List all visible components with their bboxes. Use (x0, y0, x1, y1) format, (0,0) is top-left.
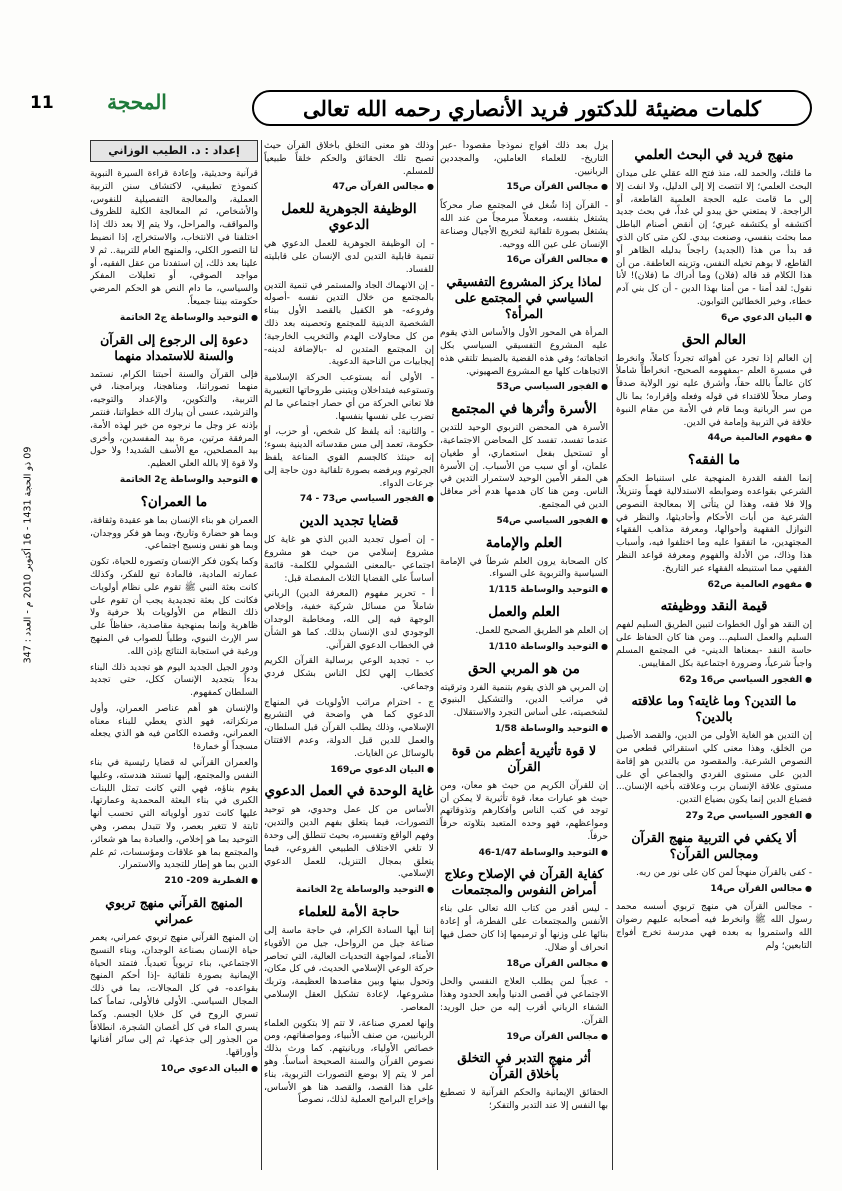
article-source: ● التوحيد والوساطة 1/47-46 (440, 847, 608, 860)
article-paragraph: ج - احترام مراتب الأولويات في المنهاج الدعوي كما هي واضحة في التشريع الإسلامي، وذلك يطلب القرآن قبل السلطان، والعمل للدين قبل الدولة، وعدم الافتتان بالوسائل عن الغايات. (264, 697, 434, 759)
article-source: ● الفجور السياسي ص54 (440, 515, 608, 528)
article-paragraph: إنما الفقه القدرة المنهجية على استنباط الحكم الشرعي بقواعده وضوابطه الاستدلالية فهماً وتنزيلاً، وإلا فلا فقه، وهذا لن يتأتى إلا بمعالجة النصوص الشرعية من أبات الأحكام وأحاديثها، والنظر في النوازل الفقهية وأحوالها، ومعرفة مذاهب الفقهاء المجتهدين، ما اتفقوا عليه وما اختلفوا فيه، وأسباب هذا وذاك، من الأدلة والفهوم ومعرفة قواعد النظر الفقهي مما استنبطه الفقهاء عبر التاريخ. (616, 474, 812, 574)
author-byline: إعداد : د. الطيب الوزاني (90, 140, 258, 162)
article-source: ● مجالس القرآن ص19 (440, 1031, 608, 1044)
article-source: ● التوحيد والوساطة ج2 الخاتمة (90, 312, 258, 325)
article-source: ● التوحيد والوساطة ج2 الخاتمة (264, 884, 434, 897)
article-paragraph: - إن الوظيفة الجوهرية للعمل الدعوي هي تنمية قابلية التدين لدى الإنسان على قابليته للفساد. (264, 239, 434, 275)
magazine-logo: المحجة (107, 90, 167, 114)
article-paragraph: إن العلم هو الطريق الصحيح للعمل. (475, 625, 608, 636)
article-paragraph: المرأة هي المحور الأول والأساس الذي يقوم عليه المشروع التفسيقي السياسي بكل اتجاهاته؛ وفي هذه القضية بالضبط تلتقي هذه الاتجاهات كلها مع المشروع الصهيوني. (440, 328, 608, 377)
article-source: ● التوحيد والوساطة ج2 الخاتمة (90, 474, 258, 487)
article-paragraph: - القرآن إذا شُغل في المجتمع صار محركاً يشتغل بنفسه، ومعملاً مبرمجاً من عند الله يشتغل بصورة تلقائية لتخريج الأجيال وصناعة الإنسان على عين الله ووحيه. (440, 201, 608, 250)
article-heading: ألا يكفي في التربية منهج القرآن ومجالس القرآن؟ (631, 829, 797, 861)
article-heading: ما العمران؟ (140, 493, 208, 510)
article-source: ● مفهوم العالمية ص62 (616, 579, 812, 592)
article-heading: قضايا تجديد الدين (299, 513, 399, 530)
article-paragraph: الأساس من كل عمل وحدوي، هو توحيد التصورات، فيما يتعلق بفهم الدين والتدين، وفهم الواقع وتفسيره، بحيث تنطلق إلى وحدة لا تلغي الاختلاف الطبيعي الفروعي، فيما يتعلق بمجال التنزيل، للعمل الدعوي الإسلامي. (264, 805, 434, 880)
column-4 (90, 140, 258, 1170)
article-paragraph: فإلى القرآن والسنة أحبتنا الكرام، نستمد منهما تصوراتنا، ومناهجنا، وبرامجنا، في التربية، والتكوين، والإعداد والتوجيه، والترشيد، عسى أن يبارك الله خطواتنا، فنتمر بإذنه عز وجل ما نرجوه من خير لهذه الأمة، المرفقة مرتين، مرة بيد المفسدين، وأخرى بيد المصلحين، مع الأسف الشديد! ولا حول ولا قوة إلا بالله العلي العظيم. (90, 369, 258, 470)
article-source: ● التوحيد والوساطة 1/115 (440, 584, 608, 597)
article-source: ● الفطرية 209- 210 (90, 875, 258, 888)
issue-info-strip (18, 140, 38, 970)
column-3 (264, 140, 434, 1170)
article-source: ● التوحيد والوساطة 1/110 (440, 641, 608, 654)
article-paragraph: والإنسان هو أهم عناصر العمران، وأول مرتكزاته، فهو الذي يعطي للبناء معناه العمراني، وقصده الكامن فيه هو الذي يجعله مسجداً أو خمارة! (90, 703, 258, 753)
article-paragraph: - مجالس القرآن هي منهج تربوي أسسه محمد رسول الله ﷺ وانخرط فيه أصحابه عليهم رضوان الله واستمروا به بعده فهي مدرسة تخرج أفواج التابعين؛ ولم (616, 902, 812, 951)
article-source: ● مجالس القرآن ص15 (440, 181, 608, 194)
article-paragraph: - والثانية: أنه يلفظ كل شخص، أو حزب، أو حكومة، تعمد إلى مس مقدساته الدينية بسوء؛ إنه حينئذ كالجسم القوي المناعة يلفظ الجرثوم ويرفضه بصورة تلقائية دون حاجة إلى جرعات الدواء. (264, 427, 434, 489)
article-paragraph: إننا أيها السادة الكرام، في حاجة ماسة إلى صناعة جيل من الرواحل، جيل من الأقوياء الأمناء، لمواجهة التحديات العالية، التي تحاصر حركة الوعي الإسلامي الحديث، في كل مكان، وتحول بينها وبين مقاصدها العظيمة، وتربك مشروعها، لإعادة تشكيل العقل الإسلامي المعاصر. (264, 926, 434, 1013)
column-2 (440, 140, 608, 1170)
article-paragraph: - الأولى أنه يستوعب الحركة الإسلامية وتستوعبه فيتداخلان ويتبنى طروحاتها التغييرية فلا تعاني الحركة من أي حصار اجتماعي ما لم تضرب على نفسها بنفسها. (264, 373, 434, 422)
article-heading: لماذا يركز المشروع التفسيقي السياسي في المجتمع على المرأة؟ (446, 274, 602, 322)
article-heading: الوظيفة الجوهرية للعمل الدعوي (281, 201, 417, 234)
article-paragraph: - عجباً لمن يطلب العلاج النفسي والحل الاجتماعي في أقصى الدنيا وأبعد الحدود وهذا الشفاء الرباني أقرب إليه من حبل الوريد: القرآن. (440, 977, 608, 1026)
article-heading: ما التدين؟ وما غايته؟ وما علاقته بالدين؟ (631, 693, 797, 725)
article-source: ● مفهوم العالمية ص44 (616, 432, 812, 445)
article-paragraph: ودور الجيل الجديد اليوم هو تجديد ذلك البناء بدءاً بتجديد الإنسان ككل، حتى تجديد السلطان كمفهوم. (90, 662, 258, 699)
article-source: ● الفجور السياسي ص53 (440, 381, 608, 394)
article-paragraph: - إن الانهماك الجاد والمستمر في تنمية التدين بالمجتمع من خلال التدين نفسه -أصوله وفروعه- هو الكفيل بالقصد الأول ببناء الشخصية الدينية للمجتمع وتحصينه بعد ذلك من كل محاولات الهدم والتخريب الخارجية؛ إن المجتمع المتدين له -بالإضافة لدينه- إيجابيات من الناحية الدعوية. (264, 280, 434, 368)
article-heading: المنهج القرآني منهج تربوي عمراني (105, 895, 243, 927)
article-source: ● البيان الدعوي ص10 (90, 1063, 258, 1076)
article-heading: حاجة الأمة للعلماء (298, 904, 400, 921)
article-paragraph: إن التدين هو الغاية الأولى من الدين، والقصد الأصيل من الخلق، وهذا معنى كلي استقرائي قطعي من النصوص الشرعية. والمقصود من بالتدين هو إقامة الدين على مستوى الفردي والجماعي أي على مستوى علاقة الإنسان برب وعلاقته بأخيه الإنسان... فضياع الدين إنما يكون بضياع التدين. (616, 731, 812, 806)
column-1 (616, 140, 812, 1170)
article-source: ● مجالس القرآن ص47 (264, 181, 434, 194)
article-paragraph: - إن أصول تجديد الدين الذي هو غاية كل مشروع إسلامي من حيث هو مشروع اجتماعي -بالمعنى الشمولي للكلمة- قائمة أساساً على القضايا الثلاث المفصلة قبل: (264, 535, 434, 584)
article-paragraph: قرآنية وحديثية، وإعادة قراءة السيرة النبوية كنموذج تطبيقي، لاكتشاف سنن التربية العملية، والمعالجة التفصيلية للنفوس، والأشخاص، ثم المعالجة الكلية للظروف والمواقف، والمراحل، ولا يتم إلا بعد ذلك إذا اختلفنا في الانتخاب، والاستخراج، إذا انضبط لنا التصور الكلي، والمنهج العام للتربية.. ثم لا علينا بعد ذلك، إن استفدنا من عقل الفقيه، أو مواجد الصوفي، أو تعليلات المفكر والسياسي، ما دام النص هو الحكم المرضي حكومته بيننا جميعاً. (90, 169, 258, 307)
article-source: ● مجالس القرآن ص16 (440, 254, 608, 267)
article-heading: من هو المربي الحق (468, 660, 580, 677)
article-source: ● البيان الدعوي ص6 (616, 312, 812, 325)
article-source: ● التوحيد والوساطة 1/58 (440, 723, 608, 736)
article-paragraph: وكما يكون فكر الإنسان وتصوره للحياة، تكون عمارته المادية، فالمادة تبع للفكر، وكذلك كانت بعثة النبي ﷺ تقوم على نظام أولويات فكانت كل بعثة تجديدية يجب أن تقوم على ذلك النظام من الأولويات بلا حرفية ولا ظاهرية وإنما بمنهجية مقاصدية، حفاظاً على سر الإرث النبوي، وطلباً للصواب في المنهج ورغبة في استجابة النتائج بإذن الله. (90, 557, 258, 657)
article-paragraph: الأسرة هي المحضن التربوي الوحيد للتدين عندما تفسد، تفسد كل المحاضن الاجتماعية، أو تستحيل بفعل استعماري، أو طغيان علمان، أو أي سبب من الأسباب. إن الأسرة هي المقر الأمين الوحيد لاستمرار التدين في الناس. ومن هنا كان هدمها هدم أخر معاقل الدين في المجتمع. (440, 423, 608, 510)
article-paragraph: إن للقرآن الكريم من حيث هو معان، ومن حيث هو عبارات معا، قوة تأثيرية لا يمكن أن توجد في كتب الناس وأفكارهم وتذوقاتهم ومواعظهم، فهو وحده المتعبد بتلاوته حرفاً حرفاً. (440, 780, 608, 842)
article-paragraph: - كفى بالقرآن منهجاً لمن كان على نور من ربه. (636, 867, 812, 878)
article-paragraph: ما قلتك، والحمد لله، منذ فتح الله عقلي على ميدان البحث العلمي؛ إلا انتصت إلا إلى الدليل، ولا انفت إلا إلى ما قامت عليه الحجة العلمية القاطعة، أو الراجحة. لا يمتعني حق يبدو لي غداً، في بحث جديد أكتشفه أو يكتشفه غيري؛ إن أنقض أصنام الباطل مما بحثت بنفسي، وصنعت بيدي. لكن متى كان الذي قد بدأ من هذا (الجديد) راجحاً بدليله الظاهر أو القاطع، لا بوهم تخيله النفس، وتزينه العاطفة. من أن هذا الكلام قد قاله (فلان) وما أدراك ما (فلان)! لأنا نقول: لقد أمنا - من أمنا بهذا الدين - أن كل بني آدم خطاء، وخير الخطائين التوابون. (616, 169, 812, 307)
column-divider (612, 140, 613, 1170)
article-paragraph: والعمران القرآني له قضايا رئيسية في بناء النفس والمجتمع، إليها تستند هندسته، وعليها يقوم بناؤه، فهي التي كانت تمثل اللبنات الكبرى في بناء البعثة المحمدية وعمارتها، عليها كانت تدور أولوياته التي تحسب أنها ثابتة لا تتغير بعصر، ولا تتبدل بمصر، وهي التوحيد بما هو إخلاص، والعبادة بما هو شعائر، والمجتمع بما هو علاقات ومؤسسات، ثم علم الدين بما هو إطار للتجديد والاستمرار. (90, 758, 258, 871)
column-divider (261, 140, 262, 1170)
article-heading: دعوة إلى الرجوع إلى القرآن والسنة للاستمداد منهما (100, 331, 248, 363)
article-paragraph: يزل بعد ذلك أفواج نموذجاً مقصوداً -عبر التاريخ- للعلماء العاملين، والمجددين الربانيين. (440, 141, 608, 177)
article-heading: غاية الوحدة في العمل الدعوي (264, 783, 434, 800)
article-paragraph: الحقائق الإيمانية والحكم القرآنية لا تصطبغ بها النفس إلا عند التدبر والتفكر؛ (440, 1088, 608, 1112)
article-paragraph: إن العالم إذا تجرد عن أهوائه تجرداً كاملاً، وانخرط في مسيرة العلم -بمفهومه الصحيح- انخراطاً شاملاً كان عالماً بالله حقاً، وأشرق عليه نور الولاية صدقاً وصار محلاً للاقتداء في قوله وفعله وإقراره؛ بما نال من سر الربانية وبما قام في الأمة من مقام النبوة خلافة في التربية وإمامة في الدين. (616, 353, 812, 428)
article-paragraph: أ - تحرير مفهوم (المعرفة الدين) الرباني شاملاً من مسائل شركية خفية، وإخلاص الوجهة فيه إلى الله، ومخاطبة الوجدان الوجودي لدى الإنسان بذلك. كما هو الشأن في الخطاب الدعوي القرآني. (264, 589, 434, 651)
article-heading: كفاية القرآن في الإصلاح وعلاج أمراض النفوس والمجتمعات (444, 866, 604, 898)
article-paragraph: إن المربي هو الذي يقوم بتنمية الفرد وترقيته في مراتب الدين، والتشكيل البنيوي لشخصيته، على أساس التجرد والاستقلال. (440, 682, 608, 719)
article-heading: العلم والعمل (488, 603, 560, 620)
article-source: ● الفجور السياسي ص2 و27 (616, 810, 812, 823)
column-divider (437, 140, 438, 1170)
article-source: ● مجالس القرآن ص14 (616, 883, 812, 896)
article-source: ● الفجور السياسي ص16 و62 (616, 674, 812, 687)
article-source: ● مجالس القرآن ص18 (440, 958, 608, 971)
article-paragraph: ب - تجديد الوعي برسالية القرآن الكريم كخطاب إلهي لكل الناس بشكل فردي وجماعي. (264, 656, 434, 692)
article-heading: منهج فريد في البحث العلمي (634, 147, 794, 163)
article-heading: العلم والإمامة (485, 534, 563, 551)
article-heading: قيمة النقد ووظيفته (660, 598, 768, 615)
article-source: ● البيان الدعوي ص169 (264, 764, 434, 777)
article-paragraph: - ليس أقدر من كتاب الله تعالى على بناء الأنفس والمجتمعات على الفطرة، أو إعادة بنائها على وزنها أو ترميمها إذا كان حصل فيها انحراف أو ضلال. (440, 904, 608, 953)
article-source: ● الفجور السياسي ص73 - 74 (264, 493, 434, 506)
article-paragraph: العمران هو بناء الإنسان بما هو عقيدة وثقافة، وبما هو حضارة وتاريخ، وبما هو فكر ووجدان، وبما هو نفس ونسيج اجتماعي. (90, 515, 258, 552)
article-heading: أثر منهج التدبر في التخلق بأخلاق القرآن (457, 1050, 591, 1082)
article-heading: ما الفقه؟ (688, 452, 740, 469)
article-heading: العالم الحق (681, 331, 747, 348)
article-heading: الأسرة وأثرها في المجتمع (451, 401, 597, 418)
issue-info: 09 ذو الحجة 1431 - 16 أكتوبر 2010 م - العدد : 347 (22, 446, 34, 664)
article-heading: لا قوة تأثيرية أعظم من قوة القرآن (451, 742, 597, 774)
page-number: 11 (30, 93, 54, 113)
article-paragraph: إن المنهج القرآني منهج تربوي عمراني، يعمر حياة الإنسان بصناعة الوجدان، وبناء النسيج الاجتماعي، بناء تربوياً تعبدياً. فتمتد الحياة الإيمانية بصورة تلقائية -إذا أحكم المنهج بقواعده- في كل المجالات، بما في ذلك المجال السياسي. الأولى فالأولى، تماماً كما تسري الروح في كل خلايا الجسم. وكما يسري الماء في كل أغصان الشجرة، انطلاقاً من الجذور إلى جذعها، ثم إلى سائر أفنانها وأوراقها. (90, 933, 258, 1059)
article-paragraph: وذلك هو معنى التخلق بأخلاق القرآن حيث تصبح تلك الحقائق والحكم خلقاً طبيعياً للمسلم. (264, 141, 434, 177)
article-paragraph: وإنها لعمري صناعة، لا تتم إلا بتكوين العلماء الربانيين، من صنف الأنبياء، ومواصفاتهم، ومن خصائص الأولياء، وربانيتهم. كما ورث بذلك نصوص القرآن والسنة الصحيحة أساساً. وهو أمر لا يتم إلا بوضع التصورات التربوية، بناء على هذا القصد، والقصد هنا هو الأساس، وإخراج البرامج العملية لذلك، نصوصاً (264, 1018, 434, 1106)
article-paragraph: كان الصحابة يرون العلم شرطاً في الإمامة السياسية والتربوية على السواء. (440, 556, 608, 580)
article-paragraph: إن النقد هو أول الخطوات لتبين الطريق السليم لفهم السليم والعمل السليم... ومن هنا كان الحفاظ على حاسة النقد -بمعناها الديني- في المجتمع المسلم واجباً شرعياً، وضرورة اجتماعية بكل المقاييس. (616, 620, 812, 669)
page-banner-title: كلمات مضيئة للدكتور فريد الأنصاري رحمه الله تعالى (252, 90, 812, 126)
